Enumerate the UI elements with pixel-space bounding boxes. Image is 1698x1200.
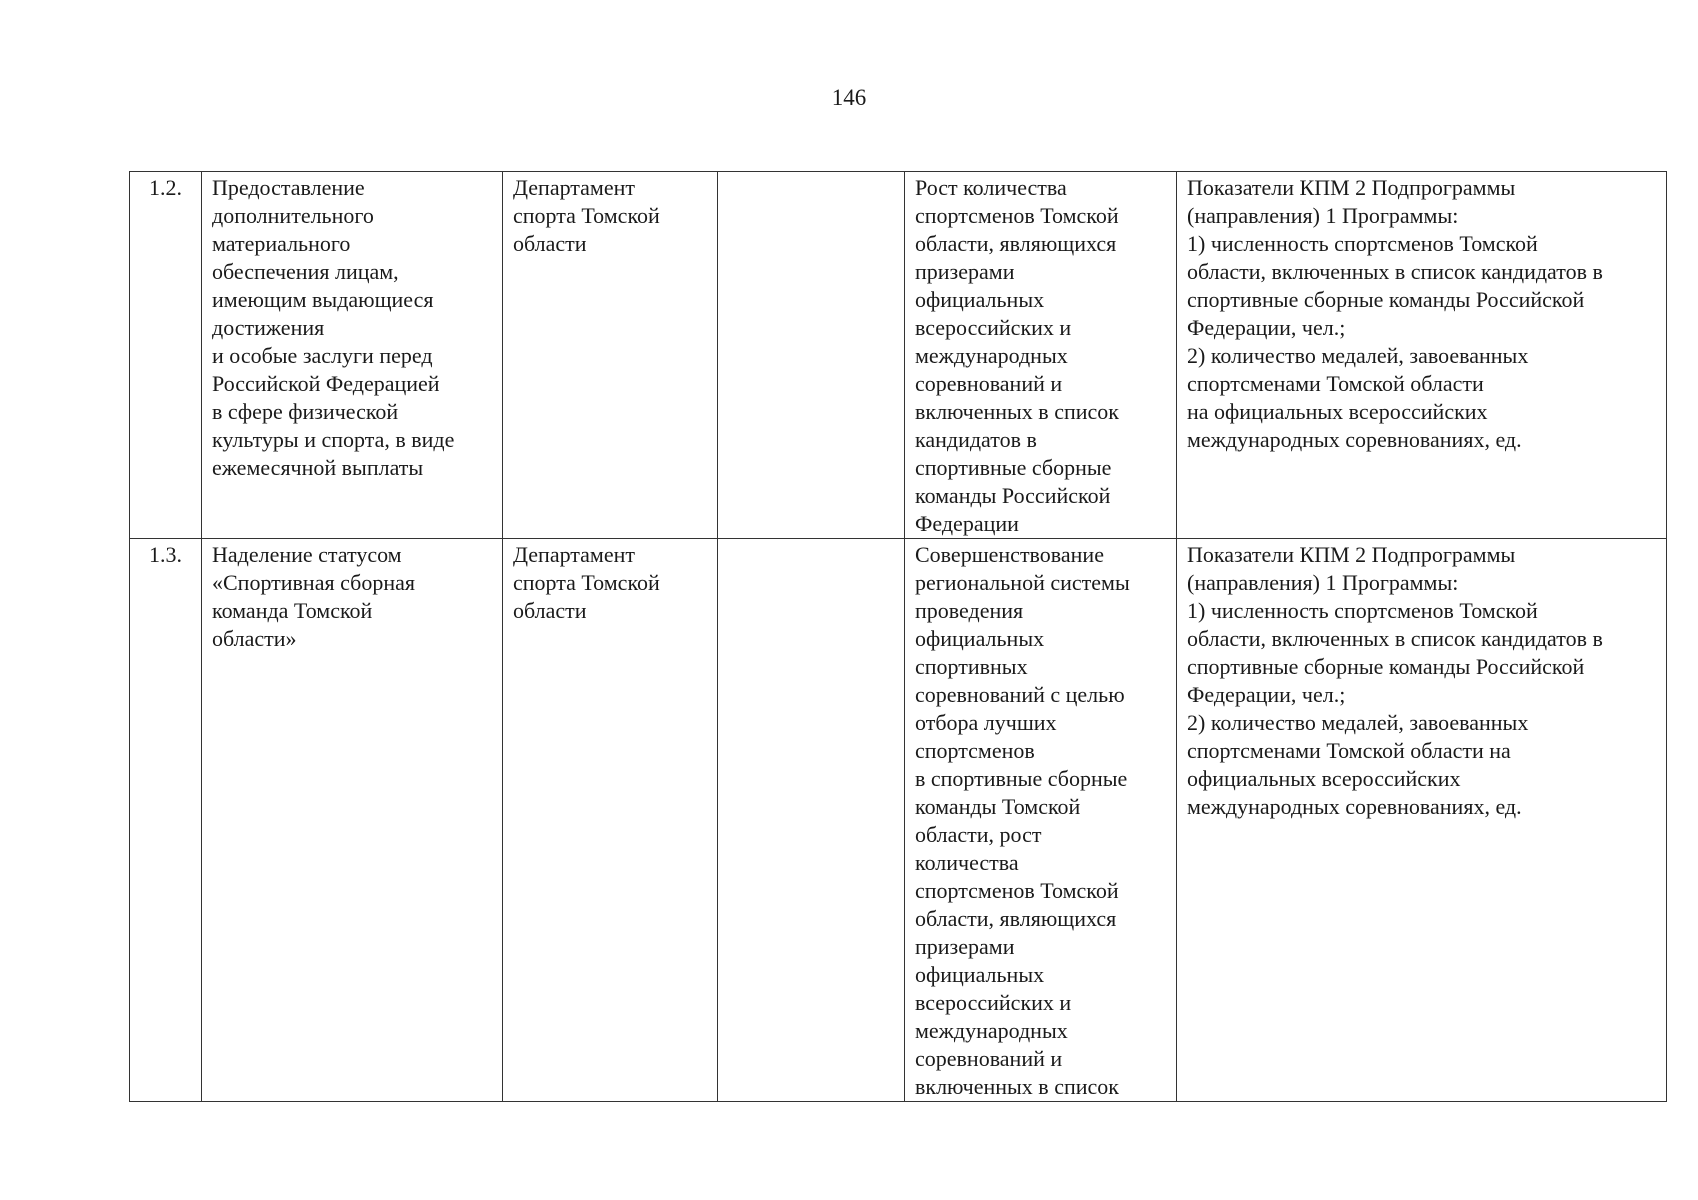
table-row [130,539,1667,1102]
measure-name-cell: Предоставление дополнительного материального обеспечения лицам, имеющим выдающиеся достижения и особые заслуги перед Российской Федерацией в сфере физической культуры и спорта, в виде ежемесячной выплаты [202,172,503,539]
executor-cell: Департамент спорта Томской области [503,539,718,1102]
table-row [130,172,1667,539]
empty-cell [718,539,905,1102]
expected-result-cell: Совершенствование региональной системы проведения официальных спортивных соревнований с целью отбора лучших спортсменов в спортивные сборные команды Томской области, рост количества спортсменов Томской области, являющихся призерами официальных всероссийских и международных соревнований и включенных в список [905,539,1177,1102]
measure-name-cell: Наделение статусом «Спортивная сборная команда Томской области» [202,539,503,1102]
row-number: 1.2. [130,172,202,539]
page-number: 146 [831,85,867,110]
row-number: 1.3. [130,539,202,1102]
executor-cell: Департамент спорта Томской области [503,172,718,539]
measures-table [129,171,1667,1102]
indicators-cell: Показатели КПМ 2 Подпрограммы (направления) 1 Программы: 1) численность спортсменов Томской области, включенных в список кандидатов в спортивные сборные команды Российской Федерации, чел.; 2) количество медалей, завоеванных спортсменами Томской области на официальных всероссийских международных соревнованиях, ед. [1177,539,1667,1102]
empty-cell [718,172,905,539]
indicators-cell: Показатели КПМ 2 Подпрограммы (направления) 1 Программы: 1) численность спортсменов Томской области, включенных в список кандидатов в спортивные сборные команды Российской Федерации, чел.; 2) количество медалей, завоеванных спортсменами Томской области на официальных всероссийских международных соревнованиях, ед. [1177,172,1667,539]
expected-result-cell: Рост количества спортсменов Томской области, являющихся призерами официальных всероссийских и международных соревнований и включенных в список кандидатов в спортивные сборные команды Российской Федерации [905,172,1177,539]
